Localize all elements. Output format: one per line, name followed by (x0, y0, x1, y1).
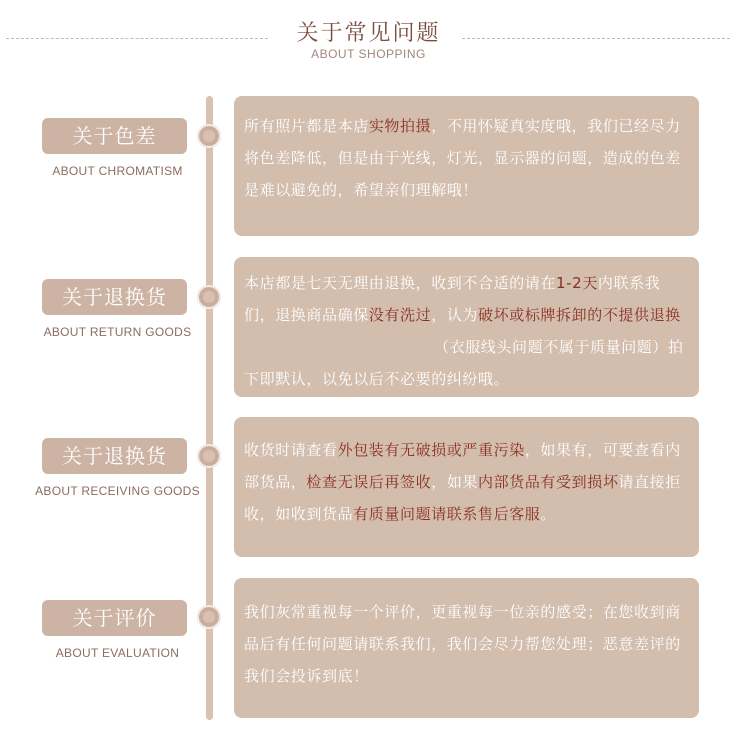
section-label-en-chromatism: ABOUT CHROMATISM (52, 164, 183, 178)
timeline-dot-icon (197, 605, 221, 629)
return-info-box (234, 257, 699, 397)
receiving-info-box (234, 417, 699, 557)
evaluation-text: 我们灰常重视每一个评价，更重视每一位亲的感受；在您收到商品后有任何问题请联系我们，我们会尽力帮您处理；恶意差评的我们会投诉到底！ (244, 603, 681, 685)
section-label-receiving: 关于退换货 (42, 438, 187, 474)
section-label-en-return: ABOUT RETURN GOODS (43, 325, 192, 339)
chromatism-text: 所有照片都是本店实物拍摄，不用怀疑真实度哦，我们已经尽力将色差降低，但是由于光线，灯光，显示器的问题，造成的色差是难以避免的，希望亲们理解哦！ (244, 117, 681, 199)
timeline-dot-icon (197, 285, 221, 309)
timeline-dot-icon (197, 124, 221, 148)
receiving-text: 收货时请查看外包装有无破损或严重污染，如果有，可要查看内部货品，检查无误后再签收，如果内部货品有受到损坏请直接拒收，如收到货品有质量问题请联系售后客服。 (244, 441, 681, 523)
evaluation-info-box (234, 578, 699, 718)
section-label-chromatism: 关于色差 (42, 118, 187, 154)
section-label-return: 关于退换货 (42, 279, 187, 315)
page-subtitle: ABOUT SHOPPING (311, 47, 426, 61)
section-label-evaluation: 关于评价 (42, 600, 187, 636)
section-label-en-receiving: ABOUT RECEIVING GOODS (35, 484, 200, 498)
timeline-dot-icon (197, 444, 221, 468)
chromatism-info-box (234, 96, 699, 236)
page-title: 关于常见问题 (296, 21, 441, 46)
return-text: 本店都是七天无理由退换，收到不合适的请在1-2天内联系我们，退换商品确保没有洗过，认为破坏或标牌拆卸的不提供退换（衣服线头问题不属于质量问题）拍下即默认，以免以后不必要的纠纷哦。 (244, 274, 684, 388)
section-label-en-evaluation: ABOUT EVALUATION (55, 646, 180, 660)
